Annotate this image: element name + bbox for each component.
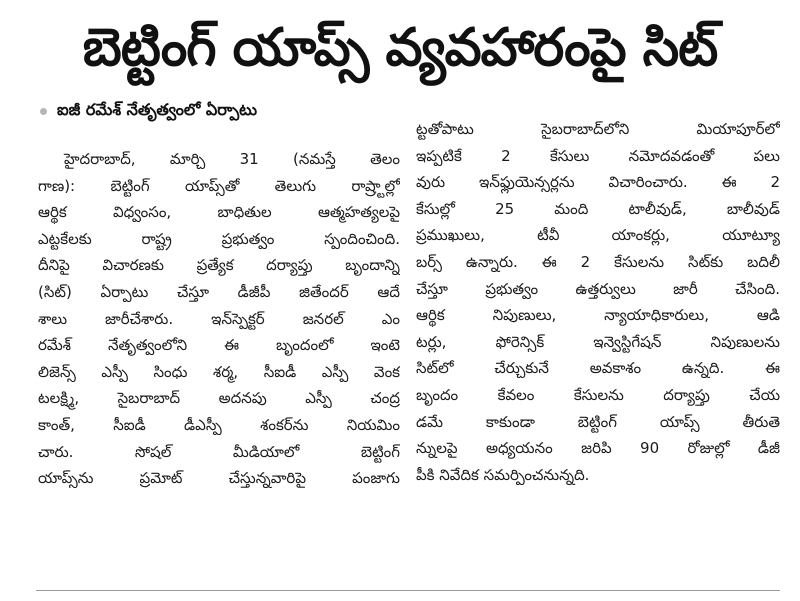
body-line: పీకి నివేదిక సమర్పించనున్నది. — [416, 465, 590, 484]
body-line: ఆర్థిక విధ్వంసం, బాధితుల ఆత్మహత్యలపై — [38, 203, 400, 222]
body-line: డమే కాకుండా బెట్టింగ్ యాప్స్ తీరుతె — [416, 412, 780, 431]
body-line: శాలు జారీచేశారు. ఇన్‌స్పెక్టర్ జనరల్ ఎం — [38, 309, 400, 328]
body-line: కేసుల్లో 25 మంది టాలీవుడ్, బాలీవుడ్ — [416, 199, 780, 218]
body-line: ఆర్థిక నిపుణులు, న్యాయాధికారులు, ఆడి — [416, 306, 780, 325]
body-line: చేస్తూ ప్రభుత్వం ఉత్తర్వులు జారీ చేసింది. — [416, 279, 780, 298]
body-line: న్నులపై అధ్యయనం జరిపి 90 రోజుల్లో డీజీ — [416, 439, 780, 458]
headline: బెట్టింగ్ యాప్స్ వ్యవహారంపై సిట్ — [82, 18, 718, 78]
body-line: ఎట్టకేలకు రాష్ట్ర ప్రభుత్వం స్పందించింది. — [38, 229, 400, 248]
body-line: బృందం కేవలం కేసులను దర్యాప్తు చేయ — [416, 385, 780, 404]
body-line: కాంత్, సీఐడీ డీఎస్పీ శంకర్‌ను నియమిం — [38, 415, 400, 434]
body-line: దీనిపై విచారణకు ప్రత్యేక దర్యాప్తు బృందాన్ని — [38, 256, 400, 275]
body-line: టలక్ష్మి, సైబరాబాద్ అదనపు ఎస్పీ చంద్ర — [38, 389, 400, 408]
body-line: టర్లు, ఫోరెన్సిక్ ఇన్వెస్టిగేషన్ నిపుణులను — [416, 332, 780, 351]
body-line: హైదరాబాద్, మార్చి 31 (నమస్తే తెలం — [64, 150, 400, 168]
body-line: ట్టతోపాటు సైబరాబాద్‌లోని మియాపూర్‌లో — [416, 120, 780, 138]
kicker — [38, 98, 400, 124]
body-line: సిట్‌లో చేర్చుకునే అవకాశం ఉన్నది. ఈ — [416, 359, 780, 378]
body-line: లిజెన్స్ ఎస్పీ సింధు శర్మ, సీఐడీ ఎస్పీ వెంక — [38, 362, 400, 381]
bottom-divider — [36, 590, 780, 591]
kicker-text: ఐజీ రమేశ్ నేతృత్వంలో ఏర్పాటు — [57, 99, 257, 119]
right-column — [416, 116, 780, 488]
body-line: చారు. సోషల్ మీడియాలో బెట్టింగ్ — [38, 442, 400, 461]
body-line: యాప్స్‌ను ప్రమోట్ చేస్తున్నవారిపై పంజాగు — [38, 469, 400, 488]
bullet-icon — [40, 108, 47, 115]
body-line: (సిట్) ఏర్పాటు చేస్తూ డీజీపీ జితేందర్ ఆదే — [38, 282, 400, 301]
body-line: రమేశ్ నేతృత్వంలోని ఈ బృందంలో ఇంటె — [38, 336, 400, 355]
body-line: వురు ఇన్‌ఫ్లుయెన్సర్లను విచారించారు. ఈ 2 — [416, 173, 780, 192]
body-line: బర్స్ ఉన్నారు. ఈ 2 కేసులను సిట్‌కు బదిలీ — [416, 252, 780, 271]
left-column — [38, 98, 400, 492]
body-line: గాణ): బెట్టింగ్ యాప్స్‌తో తెలుగు రాష్ర్టాల్లో — [38, 176, 400, 195]
body-line: ఇప్పటికే 2 కేసులు నమోదవడంతో పలు — [416, 146, 780, 165]
body-line: ప్రముఖులు, టీవీ యాంకర్లు, యూట్యూ — [416, 226, 780, 245]
